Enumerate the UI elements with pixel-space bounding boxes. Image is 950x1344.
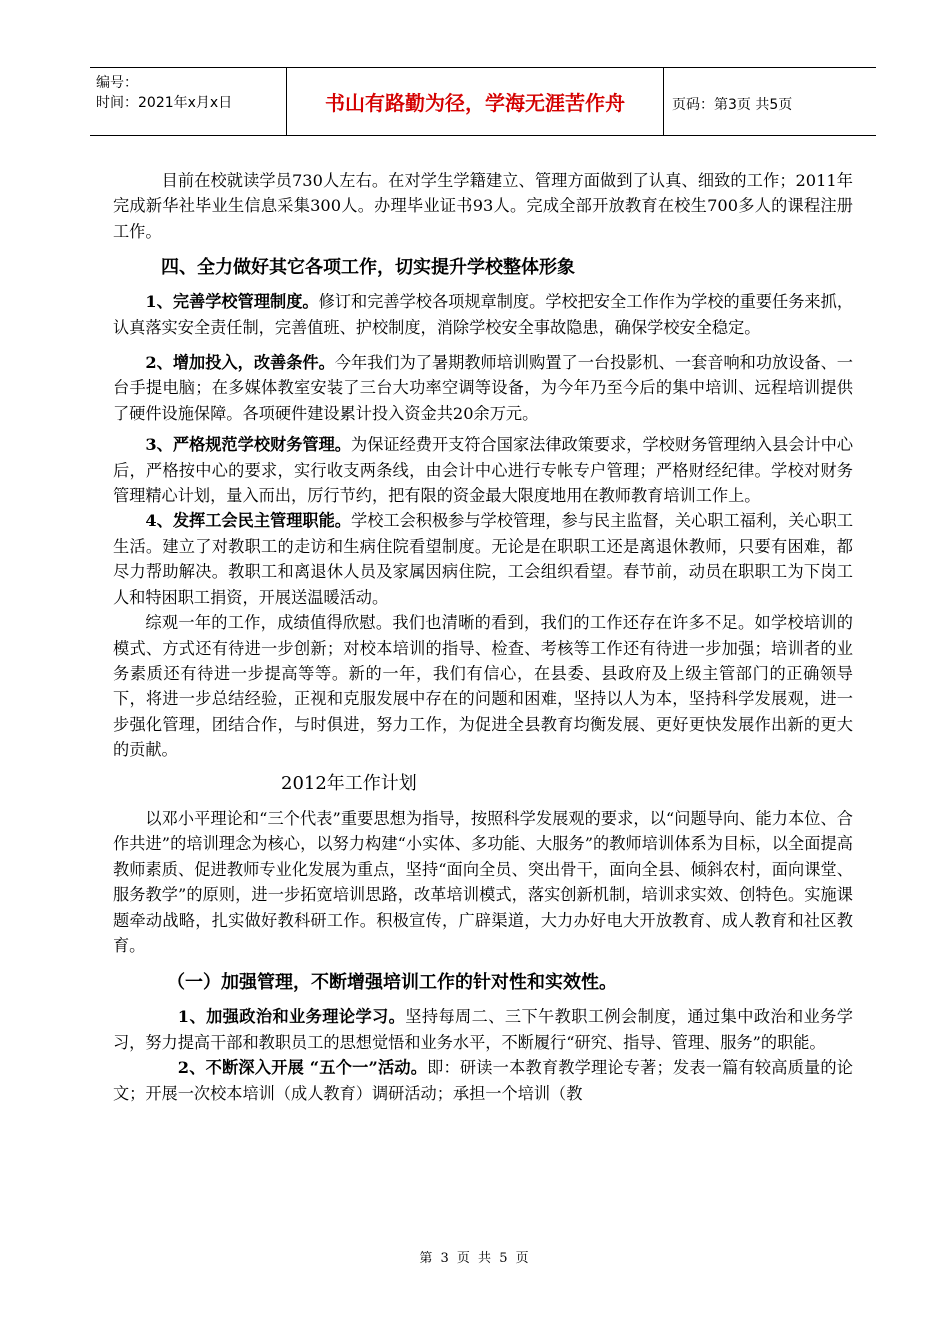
item-3-title: 3、严格规范学校财务管理。: [145, 435, 351, 455]
item-1-title: 1、完善学校管理制度。: [145, 292, 319, 312]
page-footer: 第 3 页 共 5 页: [419, 1251, 531, 1266]
summary-paragraph: 综观一年的工作，成绩值得欣慰。我们也清晰的看到，我们的工作还存在许多不足。如学校培训的模式、方式还有待进一步创新；对校本培训的指导、检查、考核等工作还有待进一步加强；培训者的业务素质还有待进一步提高等等。新的一年，我们有信心，在县委、县政府及上级主管部门的正确领导下，将进一步总结经验，正视和克服发展中存在的问题和困难，坚持以人为本，坚持科学发展观，进一步强化管理，团结合作，与时俱进，努力工作，为促进全县教育均衡发展、更好更快发展作出新的更大的贡献。: [113, 613, 853, 760]
sub1-item-1-text: 坚持每周二、三下午教职工例会制度，通过集中政治和业务学习，努力提高干部和教职员工的思想觉悟和业务水平，不断履行“研究、指导、管理、服务”的职能。: [113, 1007, 853, 1052]
plan-intro-paragraph: 以邓小平理论和“三个代表”重要思想为指导，按照科学发展观的要求，以“问题导向、能力本位、合作共进”的培训理念为核心，以努力构建“小实体、多功能、大服务”的教师培训体系为目标，以全面提高教师素质、促进教师专业化发展为重点，坚持“面向全员、突出骨干，面向全县、倾斜农村，面向课堂、服务教学”的原则，进一步拓宽培训思路，改革培训模式，落实创新机制，培训求实效、创特色。实施课题牵动战略，扎实做好教科研工作。积极宣传，广辟渠道，大力办好电大开放教育、成人教育和社区教育。: [113, 808, 853, 955]
header-meta: [90, 68, 286, 135]
item-1-text: 修订和完善学校各项规章制度。学校把安全工作作为学校的重要任务来抓，认真落实安全责任制，完善值班、护校制度，消除学校安全事故隐患，确保学校安全稳定。: [113, 292, 854, 337]
sub1-item-1-paragraph: [113, 1004, 853, 1055]
plan-title: 2012年工作计划: [281, 772, 417, 794]
number-label: 编号：: [96, 75, 138, 91]
item-4-text: 学校工会积极参与学校管理，参与民主监督，关心职工福利，关心职工生活。建立了对教职工的走访和生病住院看望制度。无论是在职职工还是离退休教师，只要有困难，都尽力帮助解决。教职工和离退休人员及家属因病住院，工会组织看望。春节前，动员在职职工为下岗工人和特困职工捐资，开展送温暖活动。: [113, 511, 854, 607]
item-4-paragraph: [113, 508, 853, 610]
subsection-1-heading: （一）加强管理，不断增强培训工作的针对性和实效性。: [167, 972, 617, 994]
paragraph-enrollment: 目前在校就读学员730人左右。在对学生学籍建立、管理方面做到了认真、细致的工作；2011年完成新华社毕业生信息采集300人。办理毕业证书93人。完成全部开放教育在校生700多人的课程注册工作。: [113, 171, 853, 241]
item-2-text: 今年我们为了暑期教师培训购置了一台投影机、一套音响和功放设备、一台手提电脑；在多媒体教室安装了三台大功率空调等设备，为今年乃至今后的集中培训、远程培训提供了硬件设施保障。各项硬件建设累计投入资金共20余万元。: [113, 353, 853, 423]
time-label: 时间：2021年x月x日: [96, 95, 233, 111]
sub1-item-2-paragraph: [113, 1055, 853, 1106]
page-header: [90, 67, 876, 136]
header-page-label: 页码：第3页 共5页: [672, 97, 793, 113]
sub1-item-2-text: 即：研读一本教育教学理论专著；发表一篇有较高质量的论文；开展一次校本培训（成人教育）调研活动；承担一个培训（教: [113, 1058, 853, 1103]
section-4-heading: 四、全力做好其它各项工作，切实提升学校整体形象: [161, 257, 575, 279]
sub1-item-1-title: 1、加强政治和业务理论学习。: [177, 1007, 406, 1027]
item-1-paragraph: [113, 289, 853, 340]
document-body: [113, 168, 853, 1106]
item-3-paragraph: [113, 432, 853, 508]
item-2-paragraph: [113, 350, 853, 426]
item-3-text: 为保证经费开支符合国家法律政策要求，学校财务管理纳入县会计中心后，严格按中心的要求，实行收支两条线，由会计中心进行专帐专户管理；严格财经纪律。学校对财务管理精心计划，量入而出，厉行节约，把有限的资金最大限度地用在教师教育培训工作上。: [113, 435, 854, 506]
header-motto: 书山有路勤为径，学海无涯苦作舟: [286, 68, 664, 135]
sub1-item-2-title: 2、不断深入开展 “五个一”活动。: [177, 1058, 428, 1078]
item-4-title: 4、发挥工会民主管理职能。: [145, 511, 351, 531]
item-2-title: 2、增加投入，改善条件。: [145, 353, 335, 373]
